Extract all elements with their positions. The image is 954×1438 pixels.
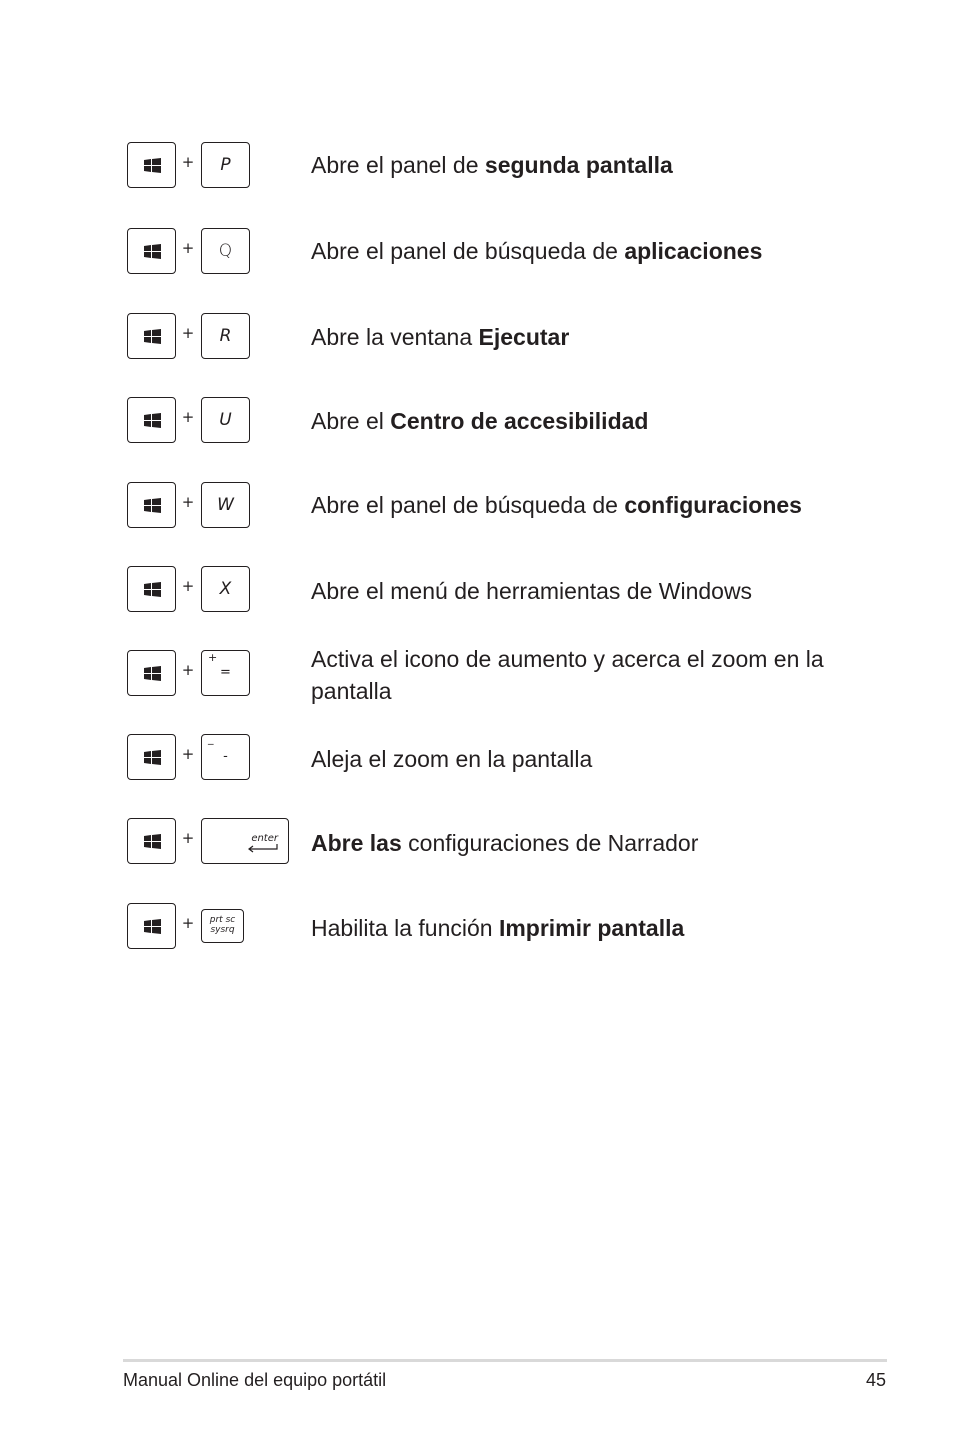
- shortcut-description: Aleja el zoom en la pantalla: [311, 746, 593, 772]
- plus-sign: +: [181, 577, 195, 595]
- shortcut-description: Abre el panel de búsqueda de configuraciones: [311, 492, 802, 518]
- shortcut-description: Habilita la función Imprimir pantalla: [311, 915, 685, 941]
- enter-key: [201, 818, 289, 864]
- key-label-top: +: [208, 651, 218, 664]
- plus-sign: +: [181, 493, 195, 511]
- windows-key: [127, 397, 176, 443]
- plus-sign: +: [181, 914, 195, 932]
- key-label: R: [219, 326, 232, 346]
- windows-key: [127, 734, 176, 780]
- windows-logo-icon: [144, 666, 161, 681]
- plus-sign: +: [181, 661, 195, 679]
- windows-logo-icon: [144, 498, 161, 513]
- key-label-top: _: [208, 732, 214, 745]
- key-label-main: =: [220, 665, 231, 680]
- key-label: enter: [251, 833, 278, 844]
- enter-arrow-icon: [247, 844, 279, 853]
- windows-key: [127, 566, 176, 612]
- key-label: X: [219, 579, 232, 599]
- w-key: [201, 482, 250, 528]
- p-key: [201, 142, 250, 188]
- q-key: [201, 228, 250, 274]
- minus-key: [201, 734, 250, 780]
- key-label: Q: [218, 241, 233, 261]
- description-line: pantalla: [311, 678, 392, 704]
- key-label-bottom: sysrq: [210, 925, 235, 935]
- key-label: P: [220, 155, 231, 175]
- windows-key: [127, 313, 176, 359]
- page-number: 45: [865, 1370, 886, 1390]
- shortcut-description: Abre el panel de búsqueda de aplicaciones: [311, 238, 763, 264]
- plus-sign: +: [181, 324, 195, 342]
- footer-divider: [123, 1359, 887, 1362]
- shortcut-description: Abre el panel de segunda pantalla: [311, 152, 673, 178]
- plus-sign: +: [181, 239, 195, 257]
- key-label: W: [217, 495, 234, 515]
- windows-logo-icon: [144, 158, 161, 173]
- windows-logo-icon: [144, 582, 161, 597]
- plus-sign: +: [181, 829, 195, 847]
- windows-logo-icon: [144, 834, 161, 849]
- windows-logo-icon: [144, 244, 161, 259]
- plus-sign: +: [181, 408, 195, 426]
- windows-logo-icon: [144, 413, 161, 428]
- plus-equals-key: [201, 650, 250, 696]
- shortcut-description: Abre las configuraciones de Narrador: [311, 830, 699, 856]
- shortcut-description: Abre el menú de herramientas de Windows: [311, 578, 753, 604]
- key-label: U: [219, 410, 232, 430]
- plus-sign: +: [181, 745, 195, 763]
- footer-title: Manual Online del equipo portátil: [123, 1370, 387, 1390]
- shortcut-description: Abre el Centro de accesibilidad: [311, 408, 649, 434]
- x-key: [201, 566, 250, 612]
- windows-key: [127, 482, 176, 528]
- description-line: Activa el icono de aumento y acerca el zoom en la: [311, 646, 824, 672]
- windows-logo-icon: [144, 329, 161, 344]
- windows-key: [127, 228, 176, 274]
- windows-key: [127, 142, 176, 188]
- shortcut-description: [311, 643, 871, 707]
- windows-key: [127, 903, 176, 949]
- key-label-top: prt sc: [209, 915, 236, 925]
- key-label-main: -: [223, 749, 228, 764]
- windows-logo-icon: [144, 750, 161, 765]
- r-key: [201, 313, 250, 359]
- print-screen-key: [201, 909, 244, 943]
- plus-sign: +: [181, 153, 195, 171]
- windows-logo-icon: [144, 919, 161, 934]
- windows-key: [127, 650, 176, 696]
- shortcut-description: Abre la ventana Ejecutar: [311, 324, 570, 350]
- u-key: [201, 397, 250, 443]
- windows-key: [127, 818, 176, 864]
